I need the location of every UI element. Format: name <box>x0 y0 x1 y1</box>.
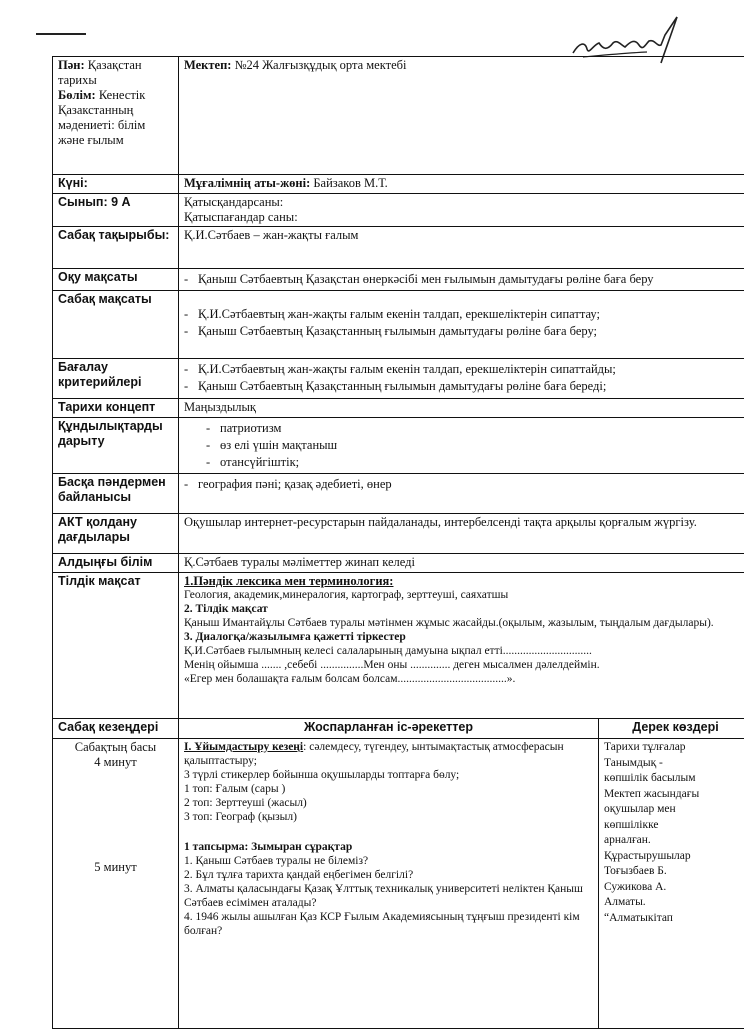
lang-text-1: Геология, академик,минералогия, картограф, зерттеуші, саяхатшы <box>184 588 744 602</box>
lang-heading-1: 1.Пәндік лексика мен терминология: <box>184 574 744 588</box>
absent-count: Қатыспағандар саны: <box>184 210 744 225</box>
lang-text-2: Қаныш Имантайұлы Сәтбаев туралы мәтінмен жұмыс жасайды.(оқылым, жазылым, тыңдалым дағдылары). <box>184 616 744 630</box>
org-stage-text: : сәлемдесу, түгендеу, ынтымақтастық атмосферасын қалыптастыру; <box>184 741 564 767</box>
values-label: Құндылықтарды дарыту <box>53 418 179 474</box>
resource-line: Алматы. <box>604 895 744 911</box>
school: №24 Жалғызқұдық орта мектебі <box>235 58 407 72</box>
col-activity-header: Жоспарланған іс-әрекеттер <box>179 719 599 739</box>
task-heading: 1 тапсырма: Зымыран сұрақтар <box>184 840 593 854</box>
prior-knowledge: Қ.Сәтбаев туралы мәліметтер жинап келеді <box>179 554 744 573</box>
lang-phrase: Менің ойымша ....... ,себебі ...............Мен оны .............. деген мысалмен дәлелдеймін. <box>184 658 744 672</box>
org-line: 3 түрлі стикерлер бойынша оқушыларды топтарға бөлу; <box>184 768 593 782</box>
col-resources-header: Дерек көздері <box>599 719 744 739</box>
links-label: Басқа пәндермен байланысы <box>53 474 179 514</box>
section: Кенестік Қазакстанның мәдениеті: білім және ғылым <box>58 88 145 147</box>
language-objective-label: Тілдік мақсат <box>53 573 179 719</box>
teacher-name: Байзаков М.Т. <box>313 176 387 190</box>
day-label: Күні: <box>53 175 179 194</box>
present-count: Қатысқандарсаны: <box>184 195 744 210</box>
resource-line: оқушылар мен <box>604 802 744 818</box>
learning-objective-label: Оқу мақсаты <box>53 269 179 291</box>
question: 2. Бұл тұлға тарихта қандай еңбегімен белгілі? <box>184 868 593 882</box>
lesson-goals-label: Сабақ мақсаты <box>53 291 179 359</box>
concept: Маңыздылық <box>179 399 744 418</box>
value-item: - отансүйгіштік; <box>184 455 744 470</box>
class-label: Сынып: 9 А <box>53 194 179 227</box>
lang-phrase: «Егер мен болашақта ғалым болсам болсам......................................». <box>184 672 744 686</box>
org-line: 1 топ: Ғалым (сары ) <box>184 782 593 796</box>
col-stage-header: Сабақ кезеңдері <box>53 719 179 739</box>
lesson-goal: - Қаныш Сәтбаевтың Қазақстанның ғылымын дамытудағы рөліне баға беру; <box>184 324 744 339</box>
lesson-goal: - Қ.И.Сәтбаевтың жан-жақты ғалым екенін талдап, ерекшеліктерін сипаттау; <box>184 307 744 322</box>
resource-line: Тарихи тұлғалар <box>604 740 744 756</box>
resource-line: Құрастырушылар <box>604 849 744 865</box>
lang-heading-3: 3. Диалогқа/жазылымға қажетті тіркестер <box>184 630 744 644</box>
topic: Қ.И.Сәтбаев – жан-жақты ғалым <box>179 227 744 269</box>
resource-line: Танымдық - <box>604 756 744 772</box>
criteria-label: Бағалау критерийлері <box>53 359 179 399</box>
time-1: 4 минут <box>58 755 173 770</box>
resource-line: “Алматыкітап <box>604 911 744 927</box>
teacher-label: Мұғалімнің аты-жөні: <box>184 176 310 190</box>
section-label: Бөлім: <box>58 88 96 102</box>
lesson-plan-table <box>52 56 744 1029</box>
org-stage-heading: I. Ұйымдастыру кезеңі <box>184 741 303 753</box>
resource-line: Мектеп жасындағы <box>604 787 744 803</box>
resource-line: Тоғызбаев Б. <box>604 864 744 880</box>
resource-line: көпшілік басылым <box>604 771 744 787</box>
stage-start: Сабақтың басы <box>58 740 173 755</box>
subject-label: Пән: <box>58 58 85 72</box>
learning-objective: - Қаныш Сәтбаевтың Қазақстан өнеркәсібі мен ғылымын дамытудағы рөліне баға беру <box>184 272 744 287</box>
top-rule <box>36 33 86 35</box>
value-item: - патриотизм <box>184 421 744 436</box>
concept-label: Тарихи концепт <box>53 399 179 418</box>
subject: Қазақстан тарихы <box>58 58 142 87</box>
question: 4. 1946 жылы ашылған Қаз КСР Ғылым Академиясының тұңғыш президенті кім болған? <box>184 910 593 938</box>
org-line: 2 топ: Зерттеуші (жасыл) <box>184 796 593 810</box>
criterion: - Қаныш Сәтбаевтың Қазақстанның ғылымын дамытудағы рөліне баға береді; <box>184 379 744 394</box>
value-item: - өз елі үшін мақтаныш <box>184 438 744 453</box>
ict-skills: Оқушылар интернет-ресурстарын пайдаланады, интербелсенді тақта арқылы қорғалым жүргізу. <box>179 514 744 554</box>
prior-knowledge-label: Алдыңғы білім <box>53 554 179 573</box>
topic-label: Сабақ тақырыбы: <box>53 227 179 269</box>
question: 3. Алматы қаласындағы Қазақ Ұлттық техникалық университеті неліктен Қаныш Сәтбаев есімімен аталады? <box>184 882 593 910</box>
time-2: 5 минут <box>58 860 173 875</box>
lang-phrase: Қ.И.Сәтбаев ғылымның келесі салаларының дамуына ықпал етті............................... <box>184 644 744 658</box>
resource-line: арналған. <box>604 833 744 849</box>
subject-links: - география пәні; қазақ әдебиеті, өнер <box>184 477 744 492</box>
question: 1. Қаныш Сәтбаев туралы не білеміз? <box>184 854 593 868</box>
org-line: 3 топ: Географ (қызыл) <box>184 810 593 824</box>
school-label: Мектеп: <box>184 58 231 72</box>
resource-line: Сужикова А. <box>604 880 744 896</box>
criterion: - Қ.И.Сәтбаевтың жан-жақты ғалым екенін талдап, ерекшеліктерін сипаттайды; <box>184 362 744 377</box>
lang-heading-2: 2. Тілдік мақсат <box>184 602 744 616</box>
resource-line: көпшілікке <box>604 818 744 834</box>
ict-label: АКТ қолдану дағдылары <box>53 514 179 554</box>
